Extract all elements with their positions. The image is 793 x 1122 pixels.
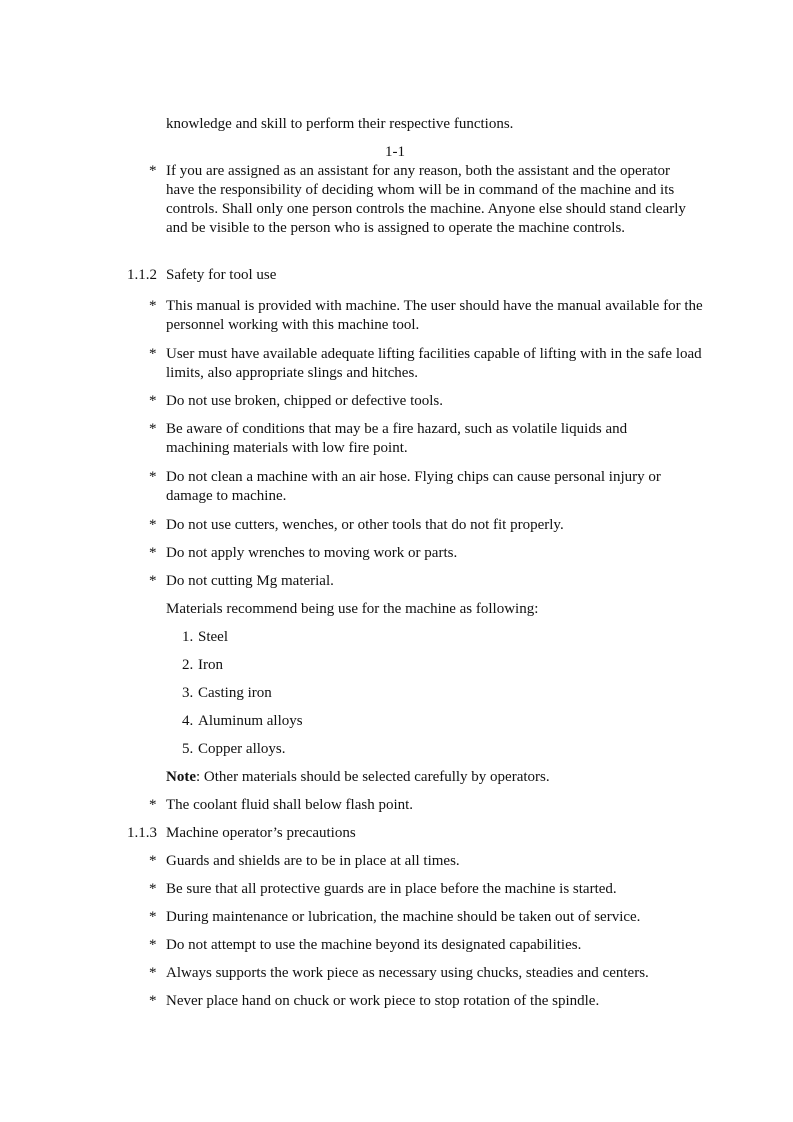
materials-intro: Materials recommend being use for the machine as following: — [166, 601, 539, 617]
list-item-number: 2. — [182, 657, 194, 673]
list-item: Iron — [198, 657, 223, 673]
bullet-marker: * — [149, 469, 157, 485]
bullet-marker: * — [149, 881, 157, 897]
section-number: 1.1.2 — [127, 267, 157, 283]
bullet-marker: * — [149, 993, 157, 1009]
bullet-marker: * — [149, 965, 157, 981]
list-item: Copper alloys. — [198, 741, 286, 757]
list-item-number: 1. — [182, 629, 194, 645]
bullet-marker: * — [149, 163, 157, 179]
bullet-text: Never place hand on chuck or work piece to stop rotation of the spindle. — [166, 993, 600, 1009]
bullet-text: Do not use broken, chipped or defective tools. — [166, 393, 444, 409]
bullet-marker: * — [149, 393, 157, 409]
note — [166, 768, 706, 787]
bullet-marker: * — [149, 346, 157, 362]
list-item-number: 5. — [182, 741, 194, 757]
bullet-text: Be aware of conditions that may be a fire hazard, such as volatile liquids and machining materials with low fire point. — [166, 421, 628, 456]
page-marker: 1-1 — [385, 144, 405, 160]
bullet-text: The coolant fluid shall below flash point. — [166, 797, 414, 813]
list-item: Steel — [198, 629, 228, 645]
bullet-text: Do not cutting Mg material. — [166, 573, 334, 589]
bullet-marker: * — [149, 573, 157, 589]
bullet-text: User must have available adequate lifting facilities capable of lifting with in the safe load limits, also appropriate slings and hitches. — [166, 346, 702, 381]
bullet-text: Guards and shields are to be in place at all times. — [166, 853, 460, 869]
intro-continuation: knowledge and skill to perform their respective functions. — [166, 116, 514, 132]
list-item-number: 4. — [182, 713, 194, 729]
section-title: Machine operator’s precautions — [166, 825, 356, 841]
bullet-marker: * — [149, 298, 157, 314]
bullet-marker: * — [149, 517, 157, 533]
section-number: 1.1.3 — [127, 825, 157, 841]
bullet-text: Always supports the work piece as necessary using chucks, steadies and centers. — [166, 965, 649, 981]
note-label: Note — [166, 769, 196, 785]
bullet-marker: * — [149, 937, 157, 953]
note-text: : Other materials should be selected carefully by operators. — [196, 769, 550, 785]
list-item: Aluminum alloys — [198, 713, 303, 729]
list-item: Casting iron — [198, 685, 272, 701]
section-title: Safety for tool use — [166, 267, 277, 283]
bullet-marker: * — [149, 545, 157, 561]
assistant-bullet-text: If you are assigned as an assistant for any reason, both the assistant and the operator have the responsibility of deciding whom will be in command of the machine and its controls. Shall only one person controls the machine. Anyone else should stand clearly and be visible to the person who is assigned to operate the machine controls. — [166, 163, 686, 236]
bullet-marker: * — [149, 797, 157, 813]
bullet-marker: * — [149, 853, 157, 869]
bullet-text: During maintenance or lubrication, the machine should be taken out of service. — [166, 909, 641, 925]
bullet-text: Do not clean a machine with an air hose. Flying chips can cause personal injury or damage to machine. — [166, 469, 661, 504]
bullet-text: Be sure that all protective guards are in place before the machine is started. — [166, 881, 617, 897]
bullet-text: Do not attempt to use the machine beyond its designated capabilities. — [166, 937, 582, 953]
bullet-text: Do not apply wrenches to moving work or parts. — [166, 545, 458, 561]
bullet-text: This manual is provided with machine. The user should have the manual available for the personnel working with this machine tool. — [166, 298, 703, 333]
bullet-marker: * — [149, 421, 157, 437]
list-item-number: 3. — [182, 685, 194, 701]
bullet-marker: * — [149, 909, 157, 925]
bullet-text: Do not use cutters, wenches, or other tools that do not fit properly. — [166, 517, 564, 533]
